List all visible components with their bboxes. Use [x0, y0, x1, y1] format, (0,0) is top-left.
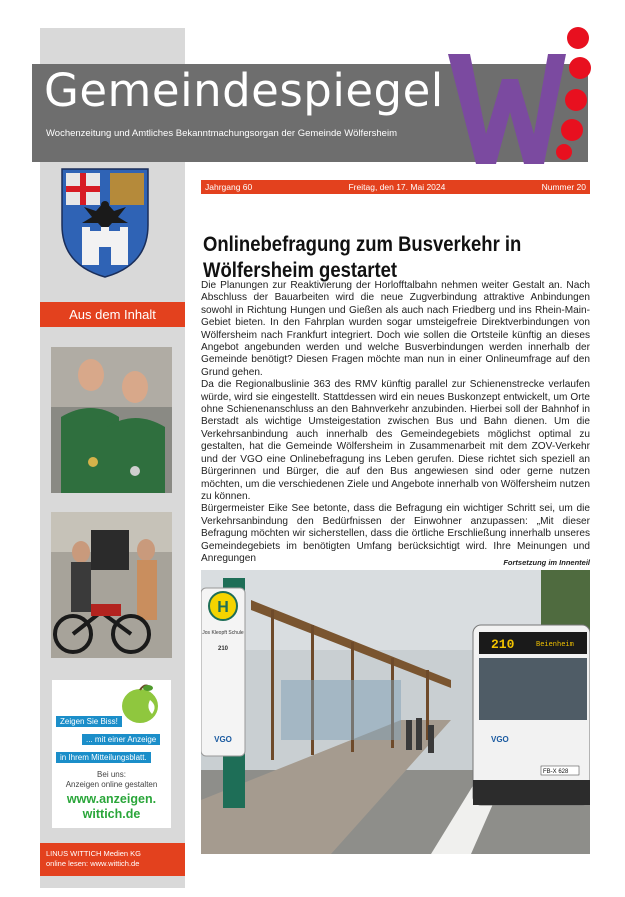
bus-stop-photo	[201, 570, 590, 854]
ad-subline: ... mit einer Anzeige	[82, 734, 160, 745]
issue-date: Freitag, den 17. Mai 2024	[348, 182, 446, 192]
article-body	[201, 280, 590, 565]
coat-of-arms-icon	[58, 165, 152, 279]
bus-plate: FB-X 628	[543, 769, 569, 775]
section-label: Aus dem Inhalt	[40, 302, 185, 327]
ad-url-link[interactable]: www.anzeigen.	[66, 792, 157, 806]
w-logo-icon	[440, 24, 600, 174]
ad-url-link[interactable]: wittich.de	[82, 807, 141, 821]
masthead-subtitle: Wochenzeitung und Amtliches Bekanntmachungsorgan der Gemeinde Wölfersheim	[46, 128, 397, 139]
continued-note: Fortsetzung im Innenteil	[503, 558, 590, 567]
ad-text: Bei uns:	[97, 770, 126, 779]
ad-box[interactable]	[52, 680, 171, 828]
bus-brand: VGO	[491, 735, 509, 744]
online-link[interactable]: online lesen: www.wittich.de	[46, 858, 140, 868]
volume-label: Jahrgang 60	[205, 182, 253, 192]
stop-sign-letter: H	[217, 599, 229, 616]
ad-text: Anzeigen online gestalten	[65, 780, 158, 789]
publisher-name: LINUS WITTICH Medien KG	[46, 849, 142, 858]
stop-name: Jos Kleopft Schule	[202, 630, 244, 636]
article-paragraph: Bürgermeister Eike See betonte, dass die Befragung ein wichtiger Schritt sei, um die Verkehrsanbindung den Bedürfnissen der Einwohner anzupassen: „Mit dieser Befragung möchten wir sicherstellen, dass die örtliche Erschließung innerhalb unseres Gemeindegebiets im benötigten Umfang berücksichtigt wird. Ihre Meinungen und Anregungen	[201, 503, 590, 564]
article-paragraph: Die Planungen zur Reaktivierung der Horlofftalbahn nehmen weiter Gestalt an. Nach Abschluss der Bauarbeiten wird die neue Zugverbindung attraktive Anbindungen sowohl in Richtung Hungen und Gießen als auch nach Friedberg und ins Rhein-Main-Gebiet bieten. In den Fahrplan wurden sogar umsteigefreie Direktverbindungen von Wölfersheim nach Frankfurt integriert. Doch wie sollen die Ortsteile künftig an dieses Angebot angebunden werden und welche Busverbindungen werden innerhalb der Gemeinde benötigt? Diesen Fragen möchte man nun in einer Onlineumfrage auf den Grund gehen.	[201, 280, 590, 378]
article-headline: Onlinebefragung zum Busverkehr in Wölfersheim gestartet	[203, 233, 522, 282]
publisher-footer	[40, 843, 185, 876]
athletes-photo	[51, 347, 172, 493]
ad-subline: in Ihrem Mitteilungsblatt.	[56, 752, 151, 763]
article-paragraph: Da die Regionalbuslinie 363 des RMV künftig parallel zur Schienenstrecke verlaufen würde, wird sie eingestellt. Stattdessen wird ein neues Buskonzept entwickelt, um Orte ohne Schienenanschluss an den Bahnverkehr anzubinden. Hierbei soll der Bahnhof in Berstadt als wichtige Umsteigestation zwischen Bus und Bahn dienen. Um die Verkehrsanbindung auch innerhalb des Gemeindegebiets möglichst optimal zu gestalten, hat die Gemeinde Wölfersheim in Zusammenarbeit mit dem ZOV-Verkehr und der VGO eine Onlinebefragung ins Leben gerufen. Diese richtet sich speziell an Bürgerinnen und Bürger, die auf den Bus angewiesen sind oder gerne nutzen möchten, um die verschiedenen Ziele und Angebote innerhalb von Wölfersheim nutzen zu können.	[201, 379, 590, 502]
stop-brand: VGO	[214, 735, 232, 744]
ad-tagline: Zeigen Sie Biss!	[56, 716, 122, 727]
stop-route: 210	[217, 646, 229, 652]
masthead-title: Gemeindespiegel	[44, 64, 444, 117]
bus-destination: Beienheim	[536, 641, 574, 649]
motorcycle-photo	[51, 512, 172, 658]
apple-icon	[120, 682, 160, 724]
dateline-bar	[201, 180, 590, 194]
issue-number: Nummer 20	[541, 182, 586, 192]
bus-route: 210	[491, 637, 515, 652]
